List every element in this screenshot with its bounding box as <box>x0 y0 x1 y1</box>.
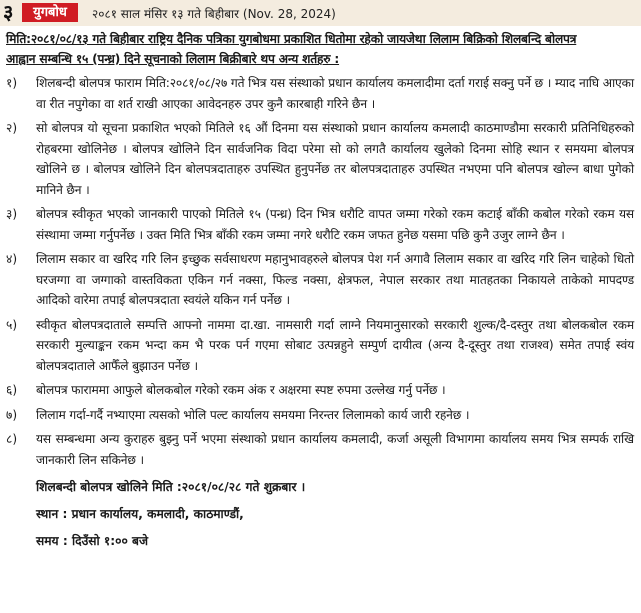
term-text: यस सम्बन्धमा अन्य कुराहरु बुझ्नु पर्ने भएमा संस्थाको प्रधान कार्यालय कमलादी, कर्जा असूली विभागमा कार्यालय समय भित्र सम्पर्क राखि जानकारी लिन सकिनेछ । <box>36 432 634 467</box>
notice-title <box>6 29 634 69</box>
notice-title-line-1: मिति:२०८१/०८/१३ गते बिहीबार राष्ट्रिय दैनिक पत्रिका युगबोधमा प्रकाशित धितोमा रहेको जायजेथा लिलाम बिक्रिको शिलबन्दि बोलपत्र <box>6 32 577 46</box>
term-number: ८) <box>6 432 18 446</box>
term-text: स्वीकृत बोलपत्रदाताले सम्पत्ति आफ्नो नाममा दा.खा. नामसारी गर्दा लाग्ने नियमानुसारको सरकारी शुल्क/दै-दस्तुर तथा बोलकबोल रकम सरकारी मुल्याङ्कन रकम भन्दा कम भै परक पर्न गएमा सोबाट उत्पन्नहुने सम्पुर्ण दायीत्व (अन्य दै-दूस्तुर तथा राजश्व) समेत तपाई स्वंय बोलपत्रदाताले आफैँले बुझाउन पर्नेछ । <box>36 317 634 373</box>
notice-title-line-2: आह्वान सम्बन्धि १५ (पन्ध्र) दिने सूचनाको लिलाम बिक्रीबारे थप अन्य शर्तहरु : <box>6 52 340 66</box>
page-number: ३ <box>3 0 14 24</box>
term-number: ३) <box>6 207 18 221</box>
list-item <box>6 405 634 426</box>
newspaper-header <box>0 0 641 26</box>
term-number: १) <box>6 76 18 90</box>
notice-body <box>6 29 634 555</box>
term-number: ५) <box>6 317 18 332</box>
list-item <box>6 73 634 114</box>
term-text: सो बोलपत्र यो सूचना प्रकाशित भएको मितिले १६ औं दिनमा यस संस्थाको प्रधान कार्यालय कमलादी काठमाण्डौमा सरकारी प्रतिनिधिहरुको रोहबरमा खोलिनेछ । बोलपत्र खोलिने दिन सार्वजनिक विदा परेमा सो को लगतै कार्यालय खुलेको दिनमा सोहि स्थान र समयमा बोलपत्र खोलिने छ । बोलपत्र खोलिने दिन बोलपत्रदाताहरु उपस्थित हुनुपर्नेछ तर बोलपत्रदाताहरु उपस्थित नभएमा पनि बोलपत्र खोल्न बाधा पुगेको मानिने छैन । <box>36 121 634 197</box>
list-item <box>6 118 634 200</box>
term-text: बोलपत्र फाराममा आफुले बोलकबोल गरेको रकम अंक र अक्षरमा स्पष्ट रुपमा उल्लेख गर्नु पर्नेछ । <box>36 383 446 397</box>
term-text: बोलपत्र स्वीकृत भएको जानकारी पाएको मितिले १५ (पन्ध्र) दिन भित्र धरौटि वापत जम्मा गरेको रकम कटाई बाँकी कबोल गरेको रकम यस संस्थामा जम्मा गर्नुपर्नेछ । उक्त मिति भित्र बाँकी रकम जम्मा नगरे धरौटि रकम जफत हुनेछ यसमा पछि कुनै उजुर लाग्ने छैन । <box>36 207 634 242</box>
place: स्थान : प्रधान कार्यालय, कमलादी, काठमाण्डौं, <box>36 507 244 521</box>
term-number: ४) <box>6 252 18 266</box>
list-item <box>6 249 634 311</box>
closing-details <box>36 474 634 555</box>
time: समय : दिउँसो १:०० बजे <box>36 534 149 548</box>
newspaper-logo: युगबोध <box>22 3 78 22</box>
opening-date: शिलबन्दी बोलपत्र खोलिने मिति :२०८१/०८/२८ गते शुक्रबार । <box>36 480 306 494</box>
list-item <box>6 204 634 245</box>
header-date: २०८१ साल मंसिर १३ गते बिहीबार (Nov. 28, 2024) <box>92 7 336 21</box>
terms-list <box>6 73 634 470</box>
list-item <box>6 429 634 470</box>
term-number: ६) <box>6 383 18 397</box>
term-text: शिलबन्दी बोलपत्र फाराम मिति:२०८१/०८/२७ गते भित्र यस संस्थाको प्रधान कार्यालय कमलादीमा दर्ता गराई सक्नु पर्ने छ । म्याद नाघि आएका वा रीत नपुगेका वा शर्त राखी आएका आवेदनहरु उपर कुनै कारबाही गरिने छैन । <box>36 76 634 111</box>
term-number: ७) <box>6 407 18 422</box>
list-item <box>6 315 634 377</box>
term-number: २) <box>6 121 18 135</box>
list-item <box>6 380 634 401</box>
term-text: लिलाम सकार वा खरिद गरि लिन इच्छुक सर्वसाधरण महानुभावहरुले बोलपत्र पेश गर्न अगावै लिलाम सकार वा खरिद गरि लिन चाहेको धितो घरजग्गा वा जग्गाको वास्तविकता एकिन गर्न नक्सा, फिल्ड नक्सा, क्षेत्रफल, नेपाल सरकार तथा मातहतका निकायले ताकेको मापदण्ड आदिको वारेमा तपाई बोलपत्रदाता स्वयंले यकिन गर्न पर्नेछ । <box>36 252 634 307</box>
term-text: लिलाम गर्दा-गर्दै नभ्याएमा त्यसको भोलि पल्ट कार्यालय समयमा निरन्तर लिलामको कार्य जारी रहनेछ । <box>36 407 470 422</box>
